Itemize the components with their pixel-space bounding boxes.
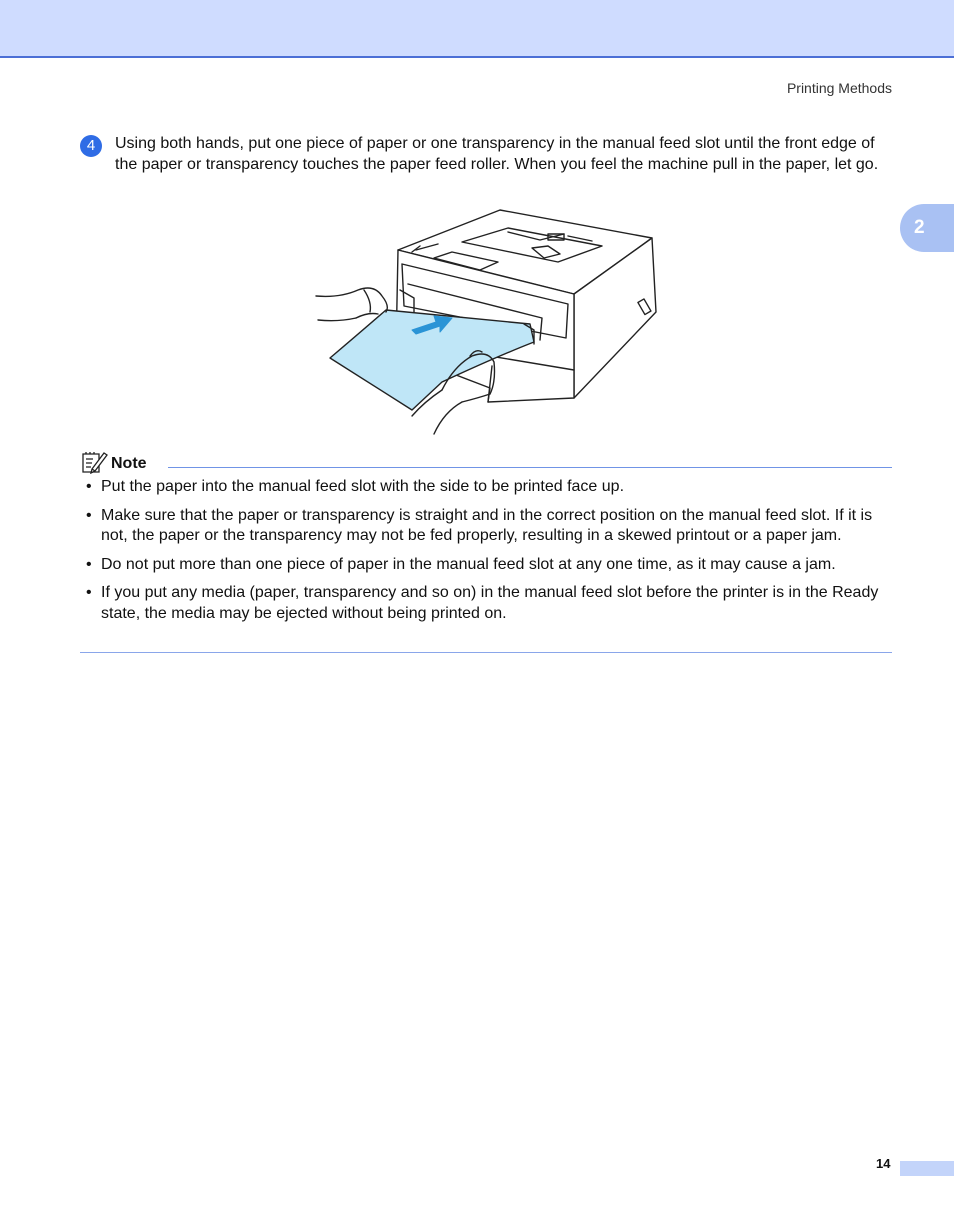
note-item [80, 555, 892, 576]
bullet-dot: • [86, 478, 92, 495]
note-item [80, 506, 892, 547]
bullet-dot: • [86, 555, 92, 573]
note-item-text: If you put any media (paper, transparency and so on) in the manual feed slot before the printer is in the Ready state, the media may be ejected without being printed on. [101, 584, 879, 622]
note-item [80, 583, 892, 624]
page-tab [900, 1161, 954, 1176]
note-item-text: Put the paper into the manual feed slot with the side to be printed face up. [101, 478, 625, 495]
chapter-tab[interactable] [900, 204, 954, 252]
note-rule [168, 467, 892, 468]
bullet-dot: • [86, 584, 92, 601]
note-title: Note [111, 455, 147, 472]
note-list [80, 477, 892, 632]
note-item-text: Do not put more than one piece of paper in the manual feed slot at any one time, as it may cause a jam. [101, 555, 836, 573]
step-4 [80, 134, 892, 175]
printer-manual-feed-illustration [312, 206, 662, 436]
note-pencil-icon [80, 450, 108, 474]
header-band [0, 0, 954, 58]
step-text: Using both hands, put one piece of paper or one transparency in the manual feed slot until the front edge of the paper or transparency touches the paper feed roller. When you feel the machine pull in the paper, let go. [115, 135, 879, 173]
step-number-badge: 4 [80, 135, 102, 157]
running-header: Printing Methods [786, 80, 892, 96]
chapter-tab-number: 2 [914, 217, 925, 238]
note-end-rule [80, 652, 892, 653]
note-item-text: Make sure that the paper or transparency is straight and in the correct position on the manual feed slot. If it is not, the paper or the transparency may not be fed properly, resulting in a skewed printout or a paper jam. [101, 506, 873, 544]
note-header [80, 450, 892, 474]
bullet-dot: • [86, 506, 92, 524]
page-number: 14 [876, 1156, 891, 1171]
note-item [80, 477, 892, 498]
